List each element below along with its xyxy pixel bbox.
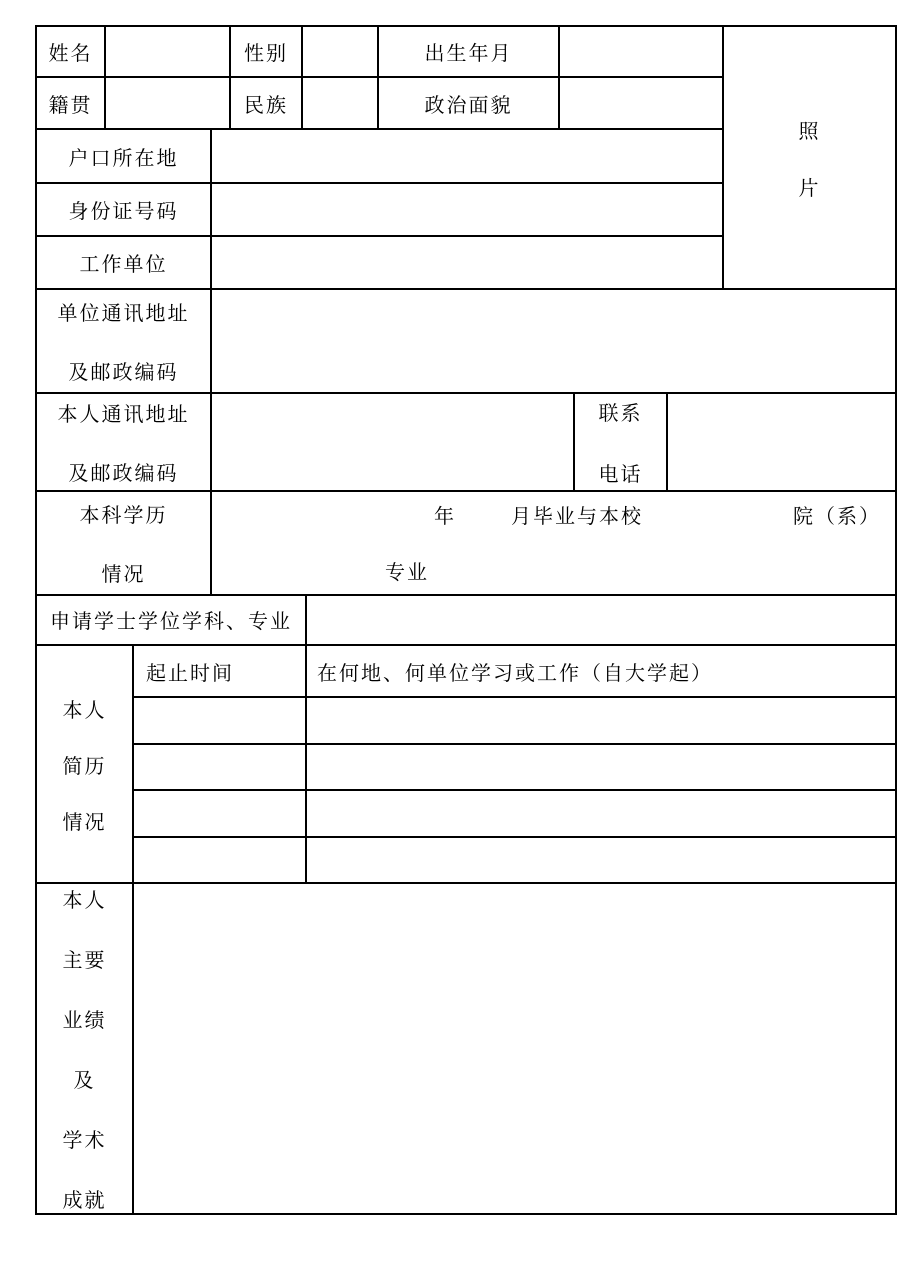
personal-address-row [37,394,895,493]
year-suffix-text: 年 [434,506,456,529]
undergrad-education-label-line1: 本科学历 [79,504,168,527]
id-number-value-cell [212,184,724,237]
unit-address-label-stack [58,297,190,385]
resume-section-label [37,646,134,884]
personal-address-label-line1: 本人通讯地址 [57,403,190,426]
basic-info-left [37,27,724,290]
resume-column-details: 在何地、何单位学习或工作（自大学起） [307,646,895,698]
unit-address-value-cell [212,290,895,394]
political-status-value-cell [560,78,724,130]
resume-details-cell [307,791,895,838]
resume-header-row [134,646,895,698]
personal-address-value-cell [212,394,575,493]
resume-row-1 [134,698,895,745]
resume-period-cell [134,698,307,745]
resume-period-cell [134,745,307,792]
photo-placeholder-cell [724,27,895,290]
resume-row-4 [134,838,895,885]
name-label: 姓名 [37,27,106,78]
photo-label [799,115,821,201]
phone-label-line1: 联系 [598,402,643,425]
undergrad-education-row [37,492,895,596]
birth-date-label: 出生年月 [379,27,560,78]
undergrad-education-content-cell [212,492,895,596]
degree-application-value-cell [307,596,895,646]
achievements-label-stack [63,884,107,1213]
resume-section-label-stack [63,694,107,835]
resume-label-line2: 简历 [62,755,107,778]
unit-address-row [37,290,895,394]
undergrad-education-label [37,492,212,596]
native-place-value-cell [106,78,231,130]
resume-row-2 [134,745,895,792]
gender-value-cell [303,27,379,78]
education-fill-line2 [212,556,895,585]
achievements-section-label [37,884,134,1213]
major-suffix-text: 专业 [385,562,429,585]
personal-address-label-line2: 及邮政编码 [68,462,179,485]
degree-application-label: 申请学士学位学科、专业 [37,596,307,646]
undergrad-education-label-line2: 情况 [101,563,146,586]
degree-application-form-table [35,25,897,1215]
name-value-cell [106,27,231,78]
id-number-label: 身份证号码 [37,184,212,237]
work-unit-value-cell [212,237,724,290]
resume-period-cell [134,791,307,838]
resume-table [134,646,895,884]
resume-period-cell [134,838,307,885]
resume-label-line3: 情况 [62,811,107,834]
resume-section [37,646,895,884]
resume-details-cell [307,838,895,885]
birth-date-value-cell [560,27,724,78]
education-fill-line1 [212,500,895,529]
phone-value-cell [668,394,895,493]
native-place-label: 籍贯 [37,78,106,130]
phone-label-line2: 电话 [598,463,643,486]
resume-details-cell [307,698,895,745]
achievements-label-line4: 及 [73,1070,96,1092]
photo-label-line2: 片 [798,177,821,200]
achievements-label-line6: 成就 [62,1190,107,1212]
resume-row-3 [134,791,895,838]
resume-label-line1: 本人 [62,699,107,722]
basic-info-section [37,27,895,290]
unit-address-label-line1: 单位通讯地址 [57,302,190,325]
department-suffix-text: 院（系） [793,506,881,529]
household-location-label: 户口所在地 [37,130,212,184]
personal-address-label-stack [58,398,190,486]
phone-label-stack [599,397,643,487]
undergrad-education-label-stack [80,499,168,587]
gender-label: 性别 [231,27,303,78]
ethnicity-value-cell [303,78,379,130]
achievements-label-line1: 本人 [62,890,107,912]
graduation-text: 月毕业与本校 [511,506,643,529]
achievements-label-line3: 业绩 [62,1010,107,1032]
basic-info-grid [37,27,724,130]
political-status-label: 政治面貌 [379,78,560,130]
resume-details-cell [307,745,895,792]
unit-address-label [37,290,212,394]
achievements-value-cell [134,884,895,1213]
unit-address-label-line2: 及邮政编码 [68,361,179,384]
achievements-section [37,884,895,1213]
phone-label [575,394,668,493]
personal-address-label [37,394,212,493]
achievements-label-line2: 主要 [62,950,107,972]
household-location-value-cell [212,130,724,184]
work-unit-label: 工作单位 [37,237,212,290]
id-info-grid [37,130,724,290]
ethnicity-label: 民族 [231,78,303,130]
photo-label-line1: 照 [798,120,821,143]
degree-application-row [37,596,895,646]
achievements-label-line5: 学术 [62,1130,107,1152]
resume-column-period: 起止时间 [134,646,307,698]
